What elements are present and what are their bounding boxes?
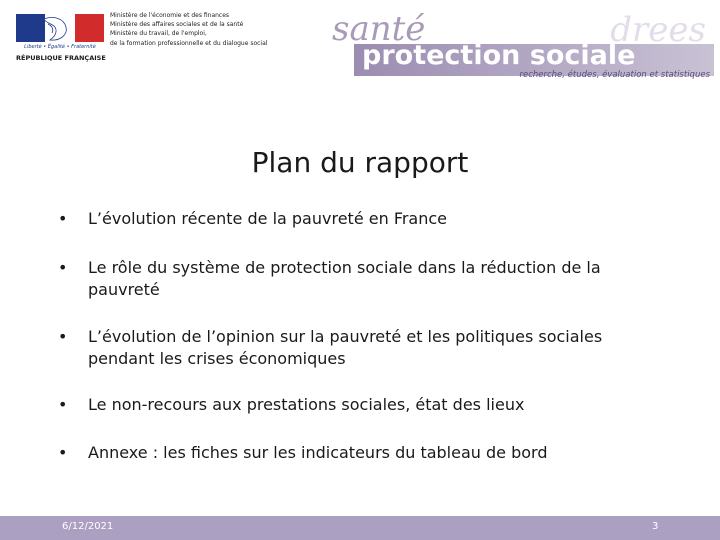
header [0,0,720,90]
bullet-text: Le rôle du système de protection sociale dans la réduction de la pauvreté [88,258,601,299]
slide-title: Plan du rapport [251,146,469,179]
banner-sante-text: santé [332,9,426,49]
ministry-line: Ministère des affaires sociales et de la santé [110,21,244,29]
bullet-text: Le non-recours aux prestations sociales, état des lieux [88,395,525,414]
bullet-text: L’évolution de l’opinion sur la pauvreté et les politiques sociales pendant les crises économiques [88,327,603,368]
logo-name: RÉPUBLIQUE FRANÇAISE [16,54,106,62]
bullet-text: L’évolution récente de la pauvreté en France [88,209,448,228]
sante-protection-sociale-banner [324,9,714,84]
bullet-dot: • [58,327,68,346]
footer-date: 6/12/2021 [62,521,114,532]
ministry-line: Ministère de l'économie et des finances [110,12,230,19]
banner-subtitle: recherche, études, évaluation et statistiques [519,70,710,80]
bullet-dot: • [58,258,68,277]
bullet-dot: • [58,209,68,228]
ministry-line: de la formation professionnelle et du dialogue social [110,39,268,47]
ministries-list [110,11,330,48]
marianne-flag-icon [16,14,104,42]
page-number: 3 [652,521,659,532]
footer-bar [0,516,720,540]
bullet-dot: • [58,395,68,414]
banner-protection-text: protection sociale [362,40,636,71]
ministry-line: Ministère du travail, de l'emploi, [110,30,207,38]
bullet-text: Annexe : les fiches sur les indicateurs du tableau de bord [88,443,548,462]
republique-francaise-logo [16,14,104,66]
logo-motto: Liberté • Égalité • Fraternité [24,44,96,50]
banner-drees-text: drees [610,10,706,50]
bullet-dot: • [58,443,68,462]
